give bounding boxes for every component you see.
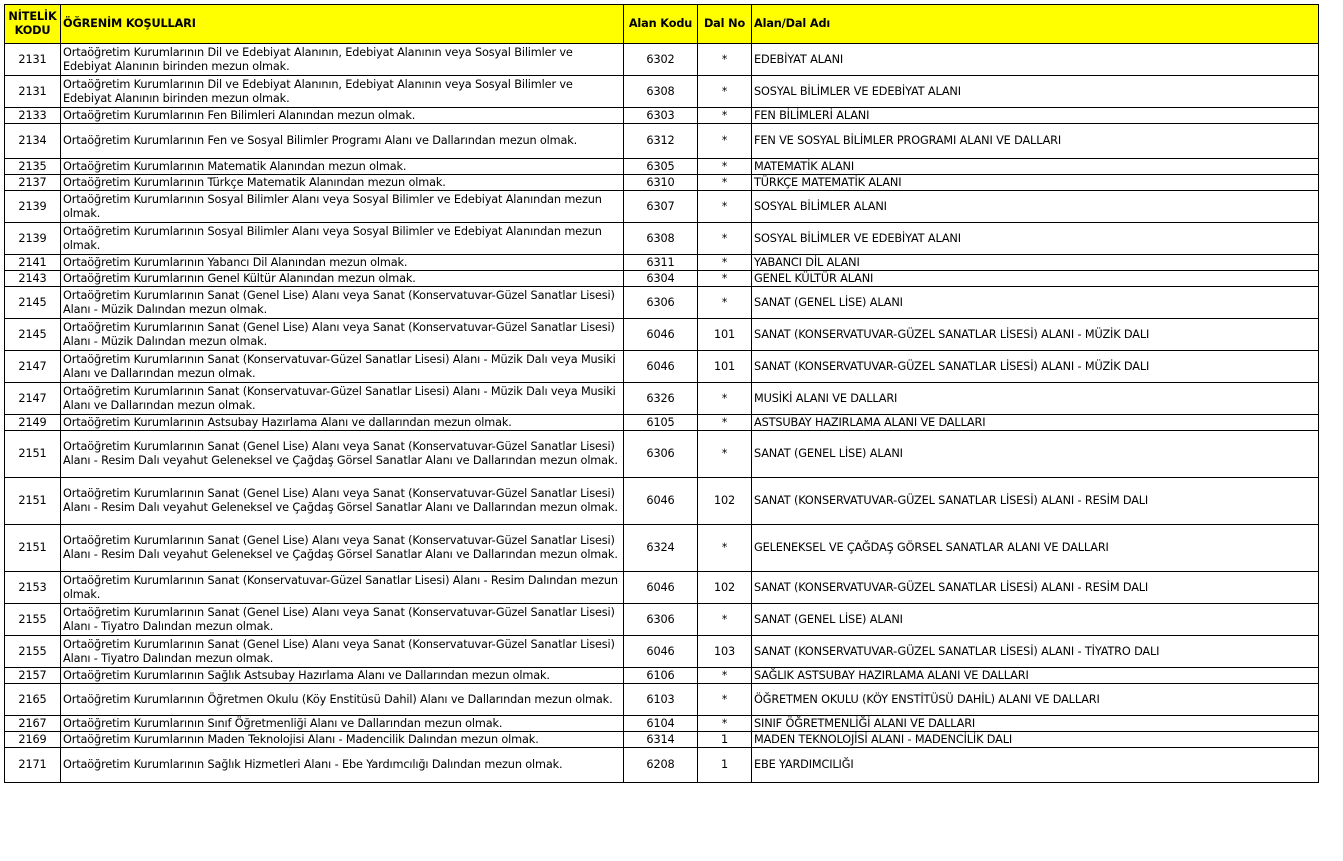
cell-alan-dal-adi: GELENEKSEL VE ÇAĞDAŞ GÖRSEL SANATLAR ALANI VE DALLARI [752, 525, 1319, 572]
cell-conditions: Ortaöğretim Kurumlarının Matematik Alanından mezun olmak. [61, 159, 624, 175]
cell-alan-dal-adi: EDEBİYAT ALANI [752, 44, 1319, 76]
cell-code: 2155 [5, 604, 61, 636]
cell-alan-dal-adi: EBE YARDIMCILIĞI [752, 748, 1319, 783]
table-row [5, 636, 1319, 668]
cell-dal-no: * [698, 108, 752, 124]
table-row [5, 175, 1319, 191]
cell-dal-no: 101 [698, 351, 752, 383]
cell-alan-dal-adi: SOSYAL BİLİMLER VE EDEBİYAT ALANI [752, 223, 1319, 255]
cell-dal-no: 1 [698, 732, 752, 748]
cell-dal-no: * [698, 287, 752, 319]
table-row [5, 732, 1319, 748]
table-row [5, 223, 1319, 255]
table-row [5, 108, 1319, 124]
cell-dal-no: 102 [698, 478, 752, 525]
cell-dal-no: 101 [698, 319, 752, 351]
cell-alan-dal-adi: SANAT (GENEL LİSE) ALANI [752, 431, 1319, 478]
cell-conditions: Ortaöğretim Kurumlarının Sağlık Hizmetleri Alanı - Ebe Yardımcılığı Dalından mezun olmak. [61, 748, 624, 783]
table-row [5, 76, 1319, 108]
cell-conditions: Ortaöğretim Kurumlarının Sanat (Genel Lise) Alanı veya Sanat (Konservatuvar-Güzel Sanatlar Lisesi) Alanı - Resim Dalı veyahut Geleneksel ve Çağdaş Görsel Sanatlar Alanı ve Dallarından mezun olmak. [61, 478, 624, 525]
cell-dal-no: * [698, 223, 752, 255]
cell-alan-kodu: 6046 [624, 351, 698, 383]
cell-alan-kodu: 6302 [624, 44, 698, 76]
cell-code: 2169 [5, 732, 61, 748]
cell-code: 2131 [5, 76, 61, 108]
header-alan-dal-adi: Alan/Dal Adı [752, 5, 1319, 44]
cell-conditions: Ortaöğretim Kurumlarının Sanat (Genel Lise) Alanı veya Sanat (Konservatuvar-Güzel Sanatlar Lisesi) Alanı - Müzik Dalından mezun olmak. [61, 319, 624, 351]
cell-code: 2135 [5, 159, 61, 175]
cell-alan-dal-adi: SOSYAL BİLİMLER VE EDEBİYAT ALANI [752, 76, 1319, 108]
table-row [5, 319, 1319, 351]
cell-dal-no: * [698, 604, 752, 636]
cell-code: 2133 [5, 108, 61, 124]
cell-code: 2151 [5, 431, 61, 478]
table-row [5, 287, 1319, 319]
cell-alan-dal-adi: SOSYAL BİLİMLER ALANI [752, 191, 1319, 223]
table-row [5, 478, 1319, 525]
table-row [5, 124, 1319, 159]
cell-code: 2151 [5, 525, 61, 572]
table-row [5, 525, 1319, 572]
cell-alan-dal-adi: MADEN TEKNOLOJİSİ ALANI - MADENCİLİK DALI [752, 732, 1319, 748]
cell-code: 2155 [5, 636, 61, 668]
cell-code: 2137 [5, 175, 61, 191]
cell-alan-dal-adi: FEN VE SOSYAL BİLİMLER PROGRAMI ALANI VE DALLARI [752, 124, 1319, 159]
cell-dal-no: * [698, 271, 752, 287]
cell-dal-no: * [698, 383, 752, 415]
cell-conditions: Ortaöğretim Kurumlarının Fen Bilimleri Alanından mezun olmak. [61, 108, 624, 124]
cell-conditions: Ortaöğretim Kurumlarının Sosyal Bilimler Alanı veya Sosyal Bilimler ve Edebiyat Alanından mezun olmak. [61, 191, 624, 223]
cell-code: 2149 [5, 415, 61, 431]
cell-code: 2131 [5, 44, 61, 76]
cell-alan-kodu: 6046 [624, 319, 698, 351]
cell-dal-no: * [698, 716, 752, 732]
cell-code: 2151 [5, 478, 61, 525]
cell-conditions: Ortaöğretim Kurumlarının Fen ve Sosyal Bilimler Programı Alanı ve Dallarından mezun olmak. [61, 124, 624, 159]
cell-alan-kodu: 6046 [624, 636, 698, 668]
header-conditions: ÖĞRENİM KOŞULLARI [61, 5, 624, 44]
cell-alan-kodu: 6324 [624, 525, 698, 572]
cell-alan-kodu: 6310 [624, 175, 698, 191]
table-row [5, 716, 1319, 732]
cell-conditions: Ortaöğretim Kurumlarının Maden Teknolojisi Alanı - Madencilik Dalından mezun olmak. [61, 732, 624, 748]
cell-dal-no: * [698, 76, 752, 108]
cell-alan-kodu: 6308 [624, 76, 698, 108]
cell-alan-kodu: 6307 [624, 191, 698, 223]
cell-alan-dal-adi: YABANCI DİL ALANI [752, 255, 1319, 271]
cell-alan-dal-adi: SANAT (KONSERVATUVAR-GÜZEL SANATLAR LİSESİ) ALANI - MÜZİK DALI [752, 319, 1319, 351]
cell-conditions: Ortaöğretim Kurumlarının Sanat (Konservatuvar-Güzel Sanatlar Lisesi) Alanı - Resim Dalından mezun olmak. [61, 572, 624, 604]
cell-alan-dal-adi: SANAT (GENEL LİSE) ALANI [752, 604, 1319, 636]
header-alan-kodu: Alan Kodu [624, 5, 698, 44]
cell-alan-kodu: 6308 [624, 223, 698, 255]
cell-conditions: Ortaöğretim Kurumlarının Sanat (Genel Lise) Alanı veya Sanat (Konservatuvar-Güzel Sanatlar Lisesi) Alanı - Resim Dalı veyahut Geleneksel ve Çağdaş Görsel Sanatlar Alanı ve Dallarından mezun olmak. [61, 525, 624, 572]
cell-conditions: Ortaöğretim Kurumlarının Sanat (Genel Lise) Alanı veya Sanat (Konservatuvar-Güzel Sanatlar Lisesi) Alanı - Tiyatro Dalından mezun olmak. [61, 604, 624, 636]
cell-alan-dal-adi: SINIF ÖĞRETMENLİĞİ ALANI VE DALLARI [752, 716, 1319, 732]
cell-alan-dal-adi: FEN BİLİMLERİ ALANI [752, 108, 1319, 124]
qualification-table [4, 4, 1319, 783]
cell-alan-dal-adi: SANAT (GENEL LİSE) ALANI [752, 287, 1319, 319]
cell-dal-no: * [698, 684, 752, 716]
cell-dal-no: * [698, 124, 752, 159]
cell-alan-kodu: 6306 [624, 287, 698, 319]
cell-alan-dal-adi: MATEMATİK ALANI [752, 159, 1319, 175]
cell-code: 2139 [5, 223, 61, 255]
cell-code: 2157 [5, 668, 61, 684]
cell-alan-dal-adi: SANAT (KONSERVATUVAR-GÜZEL SANATLAR LİSESİ) ALANI - RESİM DALI [752, 478, 1319, 525]
cell-dal-no: * [698, 191, 752, 223]
table-row [5, 159, 1319, 175]
cell-alan-dal-adi: SANAT (KONSERVATUVAR-GÜZEL SANATLAR LİSESİ) ALANI - TİYATRO DALI [752, 636, 1319, 668]
cell-conditions: Ortaöğretim Kurumlarının Dil ve Edebiyat Alanının, Edebiyat Alanının veya Sosyal Bilimler ve Edebiyat Alanının birinden mezun olmak. [61, 76, 624, 108]
cell-conditions: Ortaöğretim Kurumlarının Sanat (Genel Lise) Alanı veya Sanat (Konservatuvar-Güzel Sanatlar Lisesi) Alanı - Müzik Dalından mezun olmak. [61, 287, 624, 319]
cell-conditions: Ortaöğretim Kurumlarının Sanat (Konservatuvar-Güzel Sanatlar Lisesi) Alanı - Müzik Dalı veya Musiki Alanı ve Dallarından mezun olmak. [61, 351, 624, 383]
cell-conditions: Ortaöğretim Kurumlarının Sanat (Konservatuvar-Güzel Sanatlar Lisesi) Alanı - Müzik Dalı veya Musiki Alanı ve Dallarından mezun olmak. [61, 383, 624, 415]
cell-alan-dal-adi: SANAT (KONSERVATUVAR-GÜZEL SANATLAR LİSESİ) ALANI - MÜZİK DALI [752, 351, 1319, 383]
cell-alan-kodu: 6306 [624, 431, 698, 478]
cell-code: 2153 [5, 572, 61, 604]
table-row [5, 572, 1319, 604]
table-header-row [5, 5, 1319, 44]
cell-alan-kodu: 6105 [624, 415, 698, 431]
cell-conditions: Ortaöğretim Kurumlarının Türkçe Matematik Alanından mezun olmak. [61, 175, 624, 191]
cell-alan-kodu: 6304 [624, 271, 698, 287]
cell-alan-dal-adi: GENEL KÜLTÜR ALANI [752, 271, 1319, 287]
cell-dal-no: * [698, 44, 752, 76]
cell-alan-dal-adi: ASTSUBAY HAZIRLAMA ALANI VE DALLARI [752, 415, 1319, 431]
cell-alan-kodu: 6305 [624, 159, 698, 175]
cell-dal-no: * [698, 415, 752, 431]
cell-alan-kodu: 6311 [624, 255, 698, 271]
cell-alan-dal-adi: TÜRKÇE MATEMATİK ALANI [752, 175, 1319, 191]
table-row [5, 684, 1319, 716]
cell-code: 2167 [5, 716, 61, 732]
cell-alan-dal-adi: SAĞLIK ASTSUBAY HAZIRLAMA ALANI VE DALLARI [752, 668, 1319, 684]
cell-alan-kodu: 6103 [624, 684, 698, 716]
cell-alan-kodu: 6326 [624, 383, 698, 415]
cell-alan-dal-adi: MUSİKİ ALANI VE DALLARI [752, 383, 1319, 415]
cell-dal-no: 103 [698, 636, 752, 668]
cell-alan-kodu: 6312 [624, 124, 698, 159]
cell-code: 2147 [5, 383, 61, 415]
cell-code: 2143 [5, 271, 61, 287]
cell-dal-no: * [698, 525, 752, 572]
cell-code: 2147 [5, 351, 61, 383]
header-code: NİTELİK KODU [5, 5, 61, 44]
table-row [5, 415, 1319, 431]
cell-code: 2171 [5, 748, 61, 783]
cell-conditions: Ortaöğretim Kurumlarının Öğretmen Okulu (Köy Enstitüsü Dahil) Alanı ve Dallarından mezun olmak. [61, 684, 624, 716]
cell-code: 2145 [5, 287, 61, 319]
cell-conditions: Ortaöğretim Kurumlarının Genel Kültür Alanından mezun olmak. [61, 271, 624, 287]
cell-dal-no: 102 [698, 572, 752, 604]
cell-alan-kodu: 6314 [624, 732, 698, 748]
table-row [5, 271, 1319, 287]
cell-conditions: Ortaöğretim Kurumlarının Yabancı Dil Alanından mezun olmak. [61, 255, 624, 271]
cell-conditions: Ortaöğretim Kurumlarının Dil ve Edebiyat Alanının, Edebiyat Alanının veya Sosyal Bilimler ve Edebiyat Alanının birinden mezun olmak. [61, 44, 624, 76]
cell-code: 2165 [5, 684, 61, 716]
cell-dal-no: * [698, 159, 752, 175]
table-row [5, 383, 1319, 415]
cell-alan-dal-adi: ÖĞRETMEN OKULU (KÖY ENSTİTÜSÜ DAHİL) ALANI VE DALLARI [752, 684, 1319, 716]
cell-alan-dal-adi: SANAT (KONSERVATUVAR-GÜZEL SANATLAR LİSESİ) ALANI - RESİM DALI [752, 572, 1319, 604]
table-row [5, 44, 1319, 76]
cell-dal-no: * [698, 431, 752, 478]
table-row [5, 351, 1319, 383]
cell-code: 2134 [5, 124, 61, 159]
table-row [5, 255, 1319, 271]
table-row [5, 431, 1319, 478]
cell-conditions: Ortaöğretim Kurumlarının Sanat (Genel Lise) Alanı veya Sanat (Konservatuvar-Güzel Sanatlar Lisesi) Alanı - Tiyatro Dalından mezun olmak. [61, 636, 624, 668]
cell-code: 2139 [5, 191, 61, 223]
cell-code: 2141 [5, 255, 61, 271]
cell-conditions: Ortaöğretim Kurumlarının Sınıf Öğretmenliği Alanı ve Dallarından mezun olmak. [61, 716, 624, 732]
cell-alan-kodu: 6046 [624, 478, 698, 525]
cell-conditions: Ortaöğretim Kurumlarının Sosyal Bilimler Alanı veya Sosyal Bilimler ve Edebiyat Alanından mezun olmak. [61, 223, 624, 255]
header-dal-no: Dal No [698, 5, 752, 44]
cell-code: 2145 [5, 319, 61, 351]
table-row [5, 748, 1319, 783]
cell-dal-no: * [698, 255, 752, 271]
cell-dal-no: 1 [698, 748, 752, 783]
table-row [5, 668, 1319, 684]
cell-alan-kodu: 6046 [624, 572, 698, 604]
cell-conditions: Ortaöğretim Kurumlarının Sanat (Genel Lise) Alanı veya Sanat (Konservatuvar-Güzel Sanatlar Lisesi) Alanı - Resim Dalı veyahut Geleneksel ve Çağdaş Görsel Sanatlar Alanı ve Dallarından mezun olmak. [61, 431, 624, 478]
cell-dal-no: * [698, 175, 752, 191]
table-row [5, 191, 1319, 223]
table-body [5, 44, 1319, 783]
cell-conditions: Ortaöğretim Kurumlarının Sağlık Astsubay Hazırlama Alanı ve Dallarından mezun olmak. [61, 668, 624, 684]
cell-alan-kodu: 6303 [624, 108, 698, 124]
cell-alan-kodu: 6208 [624, 748, 698, 783]
cell-dal-no: * [698, 668, 752, 684]
cell-conditions: Ortaöğretim Kurumlarının Astsubay Hazırlama Alanı ve dallarından mezun olmak. [61, 415, 624, 431]
cell-alan-kodu: 6106 [624, 668, 698, 684]
cell-alan-kodu: 6306 [624, 604, 698, 636]
cell-alan-kodu: 6104 [624, 716, 698, 732]
table-row [5, 604, 1319, 636]
